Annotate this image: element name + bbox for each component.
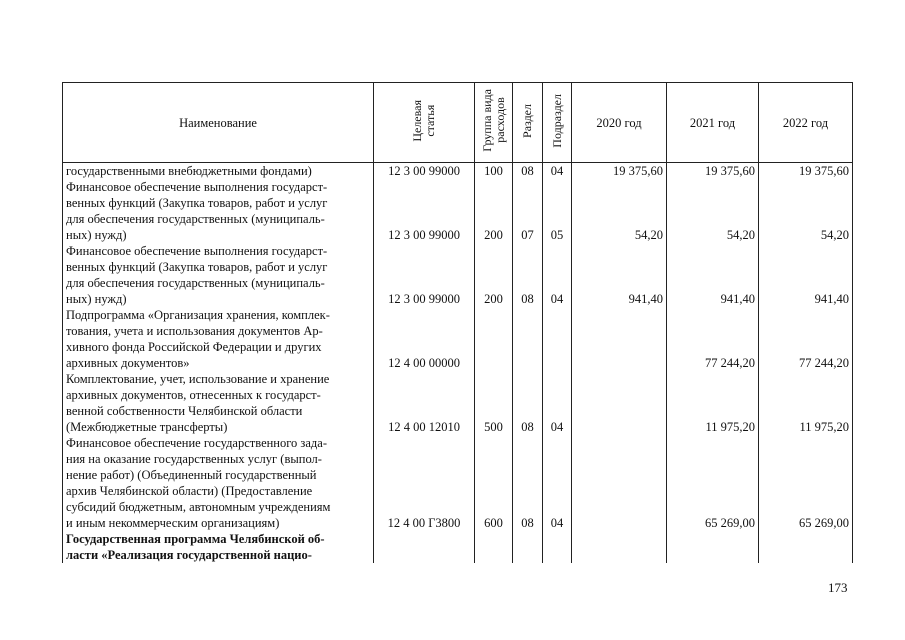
table-cell-expense-group: 500 xyxy=(475,371,513,435)
table-cell-target-article: 12 3 00 99000 xyxy=(374,243,475,307)
header-expense-group: Группа вида расходов xyxy=(475,83,513,163)
table-cell-expense-group xyxy=(475,307,513,371)
table-cell-subsection: 05 xyxy=(543,179,572,243)
table-cell-target-article: 12 4 00 00000 xyxy=(374,307,475,371)
table-cell-target-article: 12 4 00 12010 xyxy=(374,371,475,435)
header-name: Наименование xyxy=(63,83,374,163)
table-row xyxy=(63,371,853,435)
table-row xyxy=(63,179,853,243)
table-cell-expense-group: 600 xyxy=(475,435,513,531)
table-row xyxy=(63,435,853,531)
table-cell-expense-group: 200 xyxy=(475,179,513,243)
table-cell-2021 xyxy=(667,531,759,563)
table-cell-2020: 54,20 xyxy=(572,179,667,243)
table-cell-2020: 941,40 xyxy=(572,243,667,307)
header-2020: 2020 год xyxy=(572,83,667,163)
table-cell-name: Финансовое обеспечение выполнения государст- венных функций (Закупка товаров, работ и услуг для обеспечения государственных (муниципаль- ных) нужд) xyxy=(63,243,374,307)
table-cell-subsection: 04 xyxy=(543,243,572,307)
table-row xyxy=(63,163,853,180)
table-cell-2022: 941,40 xyxy=(759,243,853,307)
table-cell-target-article xyxy=(374,531,475,563)
table-cell-2021: 65 269,00 xyxy=(667,435,759,531)
table-cell-section: 08 xyxy=(513,371,543,435)
table-cell-2022: 54,20 xyxy=(759,179,853,243)
table-cell-2022: 77 244,20 xyxy=(759,307,853,371)
table-cell-section xyxy=(513,307,543,371)
table-cell-2020 xyxy=(572,435,667,531)
table-cell-target-article: 12 3 00 99000 xyxy=(374,179,475,243)
table-cell-2021: 941,40 xyxy=(667,243,759,307)
page-number: 173 xyxy=(828,580,848,595)
table-cell-2021: 11 975,20 xyxy=(667,371,759,435)
table-cell-2022: 11 975,20 xyxy=(759,371,853,435)
table-cell-2021: 54,20 xyxy=(667,179,759,243)
header-subsection: Подраздел xyxy=(543,83,572,163)
table-cell-2020 xyxy=(572,531,667,563)
table-cell-subsection: 04 xyxy=(543,163,572,180)
table-cell-name: Комплектование, учет, использование и хранение архивных документов, отнесенных к государст- венной собственности Челябинской области (Межбюджетные трансферты) xyxy=(63,371,374,435)
table-cell-target-article: 12 4 00 Г3800 xyxy=(374,435,475,531)
table-cell-target-article: 12 3 00 99000 xyxy=(374,163,475,180)
table-header-row xyxy=(63,83,853,163)
table-cell-2022 xyxy=(759,531,853,563)
table-cell-name: Государственная программа Челябинской об- ласти «Реализация государственной нацио- xyxy=(63,531,374,563)
table-cell-2020 xyxy=(572,371,667,435)
table-cell-section xyxy=(513,531,543,563)
header-2021: 2021 год xyxy=(667,83,759,163)
table-row xyxy=(63,243,853,307)
table-cell-section: 08 xyxy=(513,163,543,180)
table-cell-subsection: 04 xyxy=(543,435,572,531)
table-row xyxy=(63,531,853,563)
header-section: Раздел xyxy=(513,83,543,163)
table-cell-expense-group xyxy=(475,531,513,563)
table-cell-expense-group: 200 xyxy=(475,243,513,307)
table-cell-name: государственными внебюджетными фондами) xyxy=(63,163,374,180)
table-cell-subsection xyxy=(543,531,572,563)
table-cell-expense-group: 100 xyxy=(475,163,513,180)
table-cell-2022: 65 269,00 xyxy=(759,435,853,531)
header-2022: 2022 год xyxy=(759,83,853,163)
header-target-article: Целевая статья xyxy=(374,83,475,163)
table-cell-subsection xyxy=(543,307,572,371)
table-cell-section: 08 xyxy=(513,435,543,531)
table-cell-2020 xyxy=(572,307,667,371)
table-cell-section: 07 xyxy=(513,179,543,243)
table-cell-name: Финансовое обеспечение выполнения государст- венных функций (Закупка товаров, работ и услуг для обеспечения государственных (муниципаль- ных) нужд) xyxy=(63,179,374,243)
table-cell-2021: 77 244,20 xyxy=(667,307,759,371)
table-row xyxy=(63,307,853,371)
table-cell-2022: 19 375,60 xyxy=(759,163,853,180)
table-cell-name: Финансовое обеспечение государственного зада- ния на оказание государственных услуг (выпол- нение работ) (Объединенный государственный архив Челябинской области) (Предоставление субсидий бюджетным, автономным учреждениям и иным некоммерческим организациям) xyxy=(63,435,374,531)
budget-table xyxy=(62,82,853,563)
table-cell-2021: 19 375,60 xyxy=(667,163,759,180)
table-cell-2020: 19 375,60 xyxy=(572,163,667,180)
table-cell-name: Подпрограмма «Организация хранения, комплек- тования, учета и использования документов Ар- хивного фонда Российской Федерации и других архивных документов» xyxy=(63,307,374,371)
table-cell-subsection: 04 xyxy=(543,371,572,435)
table-cell-section: 08 xyxy=(513,243,543,307)
